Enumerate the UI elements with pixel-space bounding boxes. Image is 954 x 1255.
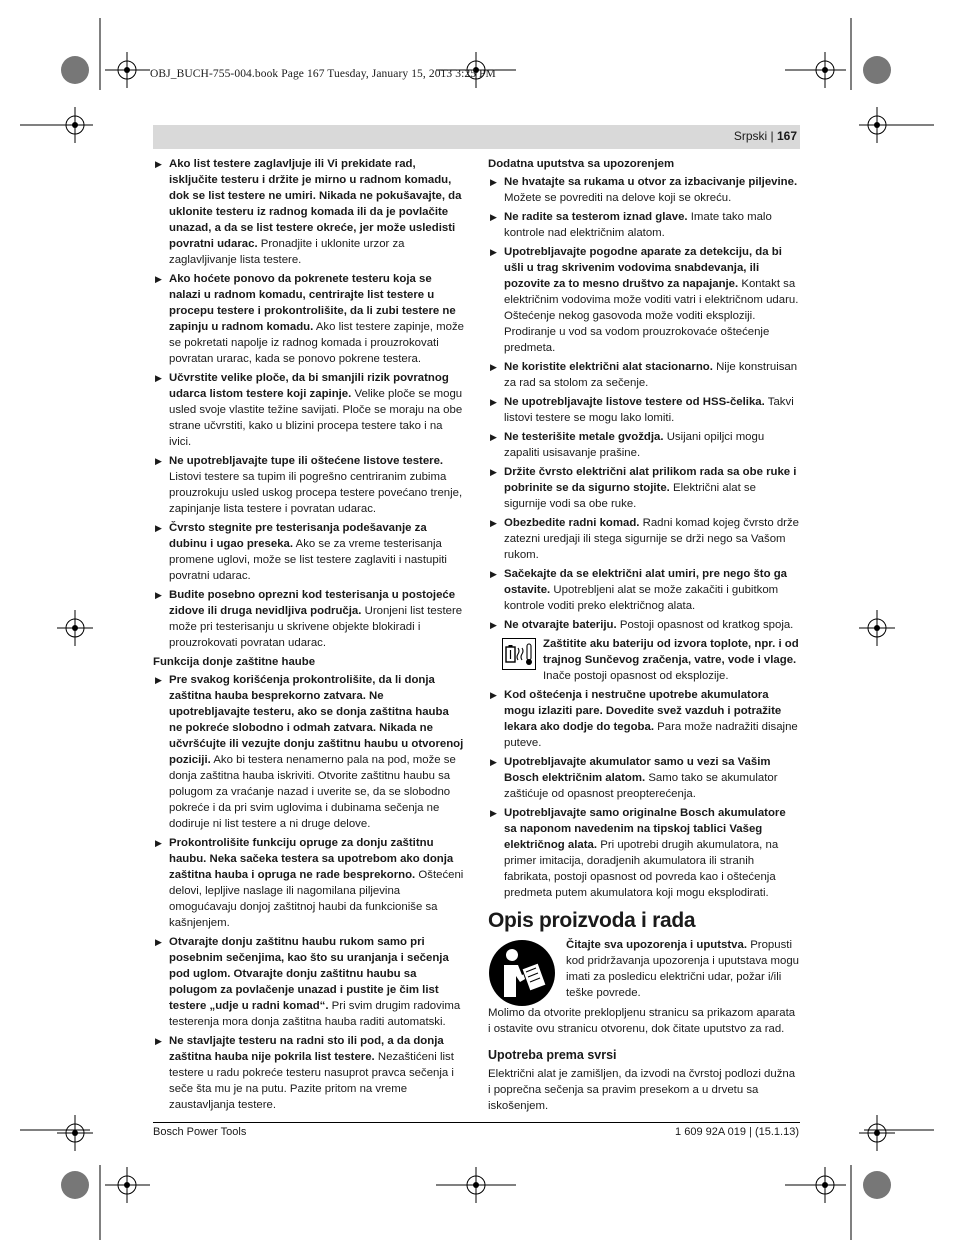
header-separator: | [767,129,777,143]
list-item: ▶ Ne stavljajte testeru na radni sto ili pod, a da donja zaštitna hauba nije pokrila list testere. Nezaštićeni list testere u radu pokreće testeru nasuprot pravca sečenja i seče šta mu je na putu. Pazite pritom na vreme zaustavljanja testere. [155,1035,454,1111]
list-item: ▶ Ne upotrebljavajte listove testere od HSS-čelika. Takvi listovi testere se mogu lako lomiti. [490,396,794,424]
header-language: Srpski [733,129,768,143]
footer-divider [153,1122,800,1123]
page-header-band [153,125,800,149]
list-item: ▶ Obezbedite radni komad. Radni komad kojeg čvrsto drže zatezni uredjaji ili stega sigurnije se drži nego sa Vašom rukom. [490,517,799,561]
list-item: ▶ Otvarajte donju zaštitnu haubu rukom samo pri posebnim sečenjima, kao što su uranjanja i sečenja pod uglom. Otvarajte donju zaštitnu haubu sa polugom za povlačenje unazad i pustite je čim list testere „udje u radni komad“. Pri svim drugim radovima testerenja mora donja zaštitna hauba raditi automatski. [155,936,461,1028]
list-item: ▶ Držite čvrsto električni alat prilikom rada sa obe ruke i pobrinite se da sigurno stojite. Električni alat se sigurnije vodi sa obe ruke. [490,466,797,510]
warning-list-a [488,174,800,633]
triangle-right-icon: ▶ [490,620,497,630]
triangle-right-icon: ▶ [490,569,497,579]
triangle-right-icon: ▶ [155,523,162,533]
triangle-right-icon: ▶ [490,397,497,407]
triangle-right-icon: ▶ [155,456,162,466]
safety-list-a [153,156,465,651]
footer-doc-number: 1 609 92A 019 | (15.1.13) [675,1126,799,1138]
list-item: ▶ Sačekajte da se električni alat umiri, pre nego što ga ostavite. Upotrebljeni alat se može zakačiti i gubitkom kontrole voditi preko električnog alata. [490,568,787,612]
page-number: 167 [776,129,797,143]
list-item: ▶ Ne testerišite metale gvoždja. Usijani opiljci mogu zapaliti usisavanje prašine. [490,431,765,459]
list-item: ▶ Ne koristite električni alat stacionarno. Nije konstruisan za rad sa stolom za sečenje. [490,361,798,389]
triangle-right-icon: ▶ [155,1036,162,1046]
intended-use-text: Električni alat je zamišljen, da izvodi na čvrstoj podlozi dužna i poprečna sečenja sa pravim presekom a u drvetu sa iskošenjem. [488,1068,796,1112]
warning-list-b [488,687,800,901]
list-item: ▶ Čvrsto stegnite pre testerisanja podešavanje za dubinu i ugao preseka. Ako se za vreme testerisanja promene uglovi, može se list testere zaglaviti i nastupiti povratni udarac. [155,522,447,582]
list-item: ▶ Učvrstite velike ploče, da bi smanjili rizik povratnog udarca listom testere koji zapinje. Velike ploče se mogu usled svoje vlastite težine savijati. Ploče se moraju na obe strane učvrstiti, kako u blizini procepa testere tako i na ivici. [155,372,463,448]
left-column [153,156,465,1116]
safety-list-b [153,672,465,1113]
list-item: ▶ Budite posebno oprezni kod testerisanja u postojeće zidove ili druga nevidljiva područja. Uronjeni list testere može pri testerisanju u skrivene objekte blokiradi i prouzrokovati povratan udarac. [155,589,463,649]
list-item: ▶ Ako list testere zaglavljuje ili Vi prekidate rad, isključite testeru i držite je mirno u radnom komadu, dok se list testere ne umiri. Nikada ne pokušavajte, da uklonite testeru iz radnog komada ili da je povlačite unazad, a da se list testere okreće, jer može usledisti povratni udarac. Pronadjite i uklonite urzor za zaglavljivanje lista testere. [155,158,462,266]
triangle-right-icon: ▶ [490,212,497,222]
triangle-right-icon: ▶ [490,808,497,818]
list-item: ▶ Kod oštećenja i nestručne upotrebe akumulatora mogu izlaziti pare. Dovedite svež vazduh i potražite lekara ako dodje do tegoba. Para može nadražiti disajne puteve. [490,689,798,749]
triangle-right-icon: ▶ [155,675,162,685]
triangle-right-icon: ▶ [490,432,497,442]
triangle-right-icon: ▶ [490,177,497,187]
list-item: ▶ Ne hvatajte sa rukama u otvor za izbacivanje piljevine. Možete se povrediti na delove koji se okreću. [490,176,798,204]
list-item: ▶ Upotrebljavajte pogodne aparate za detekciju, da bi ušli u trag skrivenim vodovima snabdevanja, ili pozovite za to mesno društvo za napajanje. Kontakt sa električnim vodovima može voditi vatri i električnom udaru. Oštećenje nekog gasovoda može voditi eksploziji. Prodiranje u vod sa vodom prouzrokovaće oštećenje predmeta. [490,246,799,354]
list-item: ▶ Upotrebljavajte akumulator samo u vezi sa Vašim Bosch električnim alatom. Samo tako se akumulator zaštićuje od opasnost preopterećenja. [490,756,778,800]
triangle-right-icon: ▶ [490,690,497,700]
list-item: ▶ Pre svakog korišćenja prokontrolišite, da li donja zaštitna hauba besprekorno zatvara. Ne upotrebljavajte testeru, ako se donja zaštitna hauba ne pokreće slobodno i odmah zatvara. Nikada ne učvršćujte ili vezujte donju zaštitnu haubu u otvorenoj poziciji. Ako bi testera nenamerno pala na pod, može se donja zaštitna hauba iskriviti. Otvorite zaštitnu haubu sa polugom za vraćanje nazad i uverite se, da se slobodno pokreće i da pri svim uglovima i dubinama sečenja ne dodiruje ni list testere a ni druge delove. [155,674,464,830]
triangle-right-icon: ▶ [490,362,497,372]
intended-use-heading: Upotreba prema svrsi [488,1048,617,1062]
triangle-right-icon: ▶ [155,373,162,383]
read-manual-icon [488,939,556,1007]
triangle-right-icon: ▶ [155,159,162,169]
list-item: ▶ Prokontrolišite funkciju opruge za donju zaštitnu haubu. Neka sačeka testera sa upotrebom ako donja zaštitna hauba i opruga ne rade besprekorno. Oštećeni delovi, lepljive naslage ili nagomilana piljevina omogućavaju donjoj zaštitnoj haubi da funkcioniše sa kašnjenjem. [155,837,464,929]
list-item: ▶ Ako hoćete ponovo da pokrenete testeru koja se nalazi u radnom komadu, centrirajte list testere u procepu testere i prokontrolišite, da li zubi testere ne zapinju u radnom komadu. Ako list testere zapinje, može se pokretati napolje iz radnog komada i prouzrokovati povratan urarac, kada se ponovo pokrene testera. [155,273,464,365]
read-instructions-block: Čitajte sva upozorenja i uputstva. Propusti kod pridržavanja upozorenja i uputstava mogu imati za posledicu električni udar, požar i/ili teške povrede. [488,937,800,1001]
triangle-right-icon: ▶ [155,590,162,600]
battery-heat-warning-icon [502,638,536,670]
right-column [488,156,800,1120]
triangle-right-icon: ▶ [490,757,497,767]
triangle-right-icon: ▶ [155,937,162,947]
battery-warning: Zaštitite aku bateriju od izvora toplote, npr. i od trajnog Sunčevog zračenja, vatre, vode i vlage. Inače postoji opasnost od eksplozije. [488,636,800,684]
fold-out-note: Molimo da otvorite preklopljenu stranicu sa prikazom aparata i ostavite ovu stranicu otvorenu, dok čitate uputstvo za rad. [488,1007,796,1035]
print-job-header: OBJ_BUCH-755-004.book Page 167 Tuesday, January 15, 2013 3:25 PM [150,68,496,80]
list-item: ▶ Ne otvarajte bateriju. Postoji opasnost od kratkog spoja. [490,619,794,631]
page-header [734,129,797,143]
footer-brand: Bosch Power Tools [153,1126,247,1138]
triangle-right-icon: ▶ [155,838,162,848]
subheading-lower-guard: Funkcija donje zaštitne haube [153,656,316,668]
list-item: ▶ Ne radite sa testerom iznad glave. Imate tako malo kontrole nad električnim alatom. [490,211,772,239]
triangle-right-icon: ▶ [490,518,497,528]
triangle-right-icon: ▶ [155,274,162,284]
triangle-right-icon: ▶ [490,247,497,257]
list-item: ▶ Upotrebljavajte samo originalne Bosch akumulatore sa naponom navedenim na tipskoj tablici Vašeg električnog alata. Pri upotrebi drugih akumulatora, na primer imitacija, doradjenih akumulatora ili stranih fabrikata, postoji opasnost od povreda kao i oštećenja predmeta putem akumulatora koji mogu eksplodirati. [490,807,786,899]
subheading-additional-warnings: Dodatna uputstva sa upozorenjem [488,158,675,170]
list-item: ▶ Ne upotrebljavajte tupe ili oštećene listove testere. Listovi testere sa tupim ili pogrešno centriranim zubima prouzrokuju usled uskog procepa testere povećano trenje, zapinjanje lista testere i povratan udarac. [155,455,463,515]
section-title: Opis proizvoda i rada [488,909,696,932]
triangle-right-icon: ▶ [490,467,497,477]
